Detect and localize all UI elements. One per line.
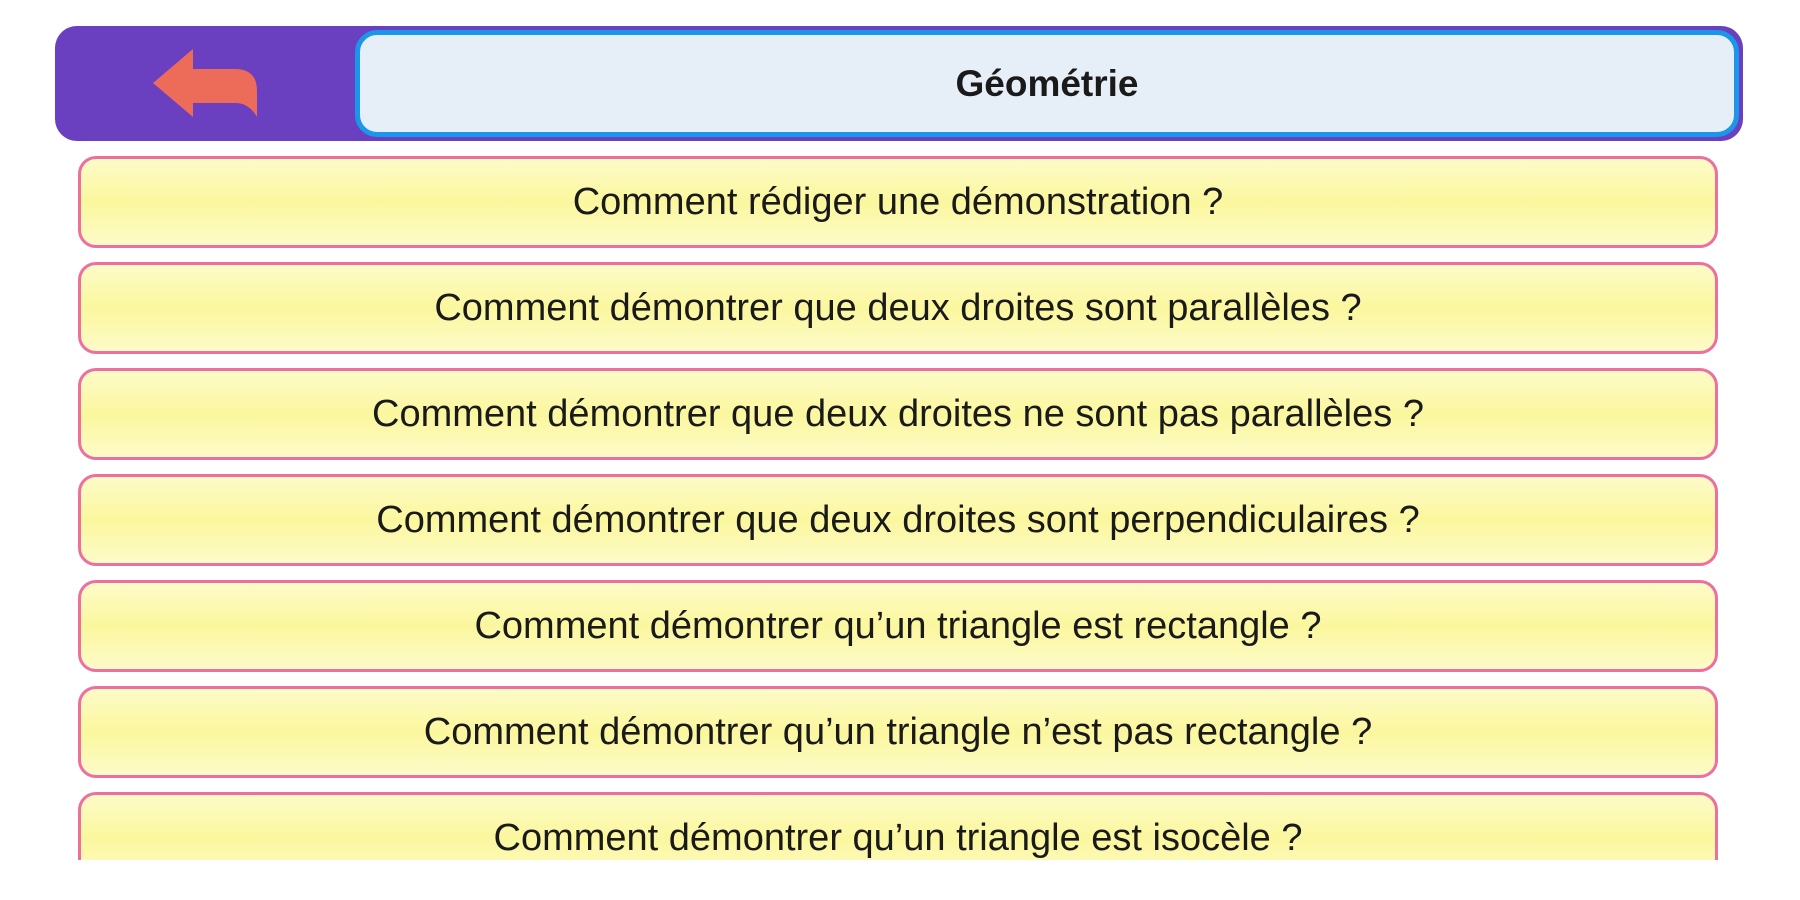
list-item[interactable] xyxy=(78,474,1718,566)
page-title: Géométrie xyxy=(955,62,1139,104)
back-button[interactable] xyxy=(55,26,355,141)
list-item-label: Comment démontrer qu’un triangle est rectangle ? xyxy=(474,604,1322,647)
list-item-label: Comment démontrer que deux droites ne sont pas parallèles ? xyxy=(372,392,1424,435)
list-item[interactable] xyxy=(78,368,1718,460)
list-item[interactable] xyxy=(78,262,1718,354)
list-item[interactable] xyxy=(78,686,1718,778)
list-item[interactable] xyxy=(78,792,1718,860)
list-item[interactable] xyxy=(78,156,1718,248)
back-arrow-icon xyxy=(149,45,261,123)
list-item-label: Comment démontrer que deux droites sont perpendiculaires ? xyxy=(376,498,1420,541)
list-item-label: Comment rédiger une démonstration ? xyxy=(572,180,1224,223)
list-item-label: Comment démontrer qu’un triangle est isocèle ? xyxy=(493,816,1303,859)
list-item-label: Comment démontrer qu’un triangle n’est pas rectangle ? xyxy=(423,710,1373,753)
title-box xyxy=(355,30,1739,137)
list-item[interactable] xyxy=(78,580,1718,672)
list-item-label: Comment démontrer que deux droites sont parallèles ? xyxy=(434,286,1362,329)
header-bar xyxy=(55,26,1743,141)
question-list xyxy=(78,156,1718,860)
